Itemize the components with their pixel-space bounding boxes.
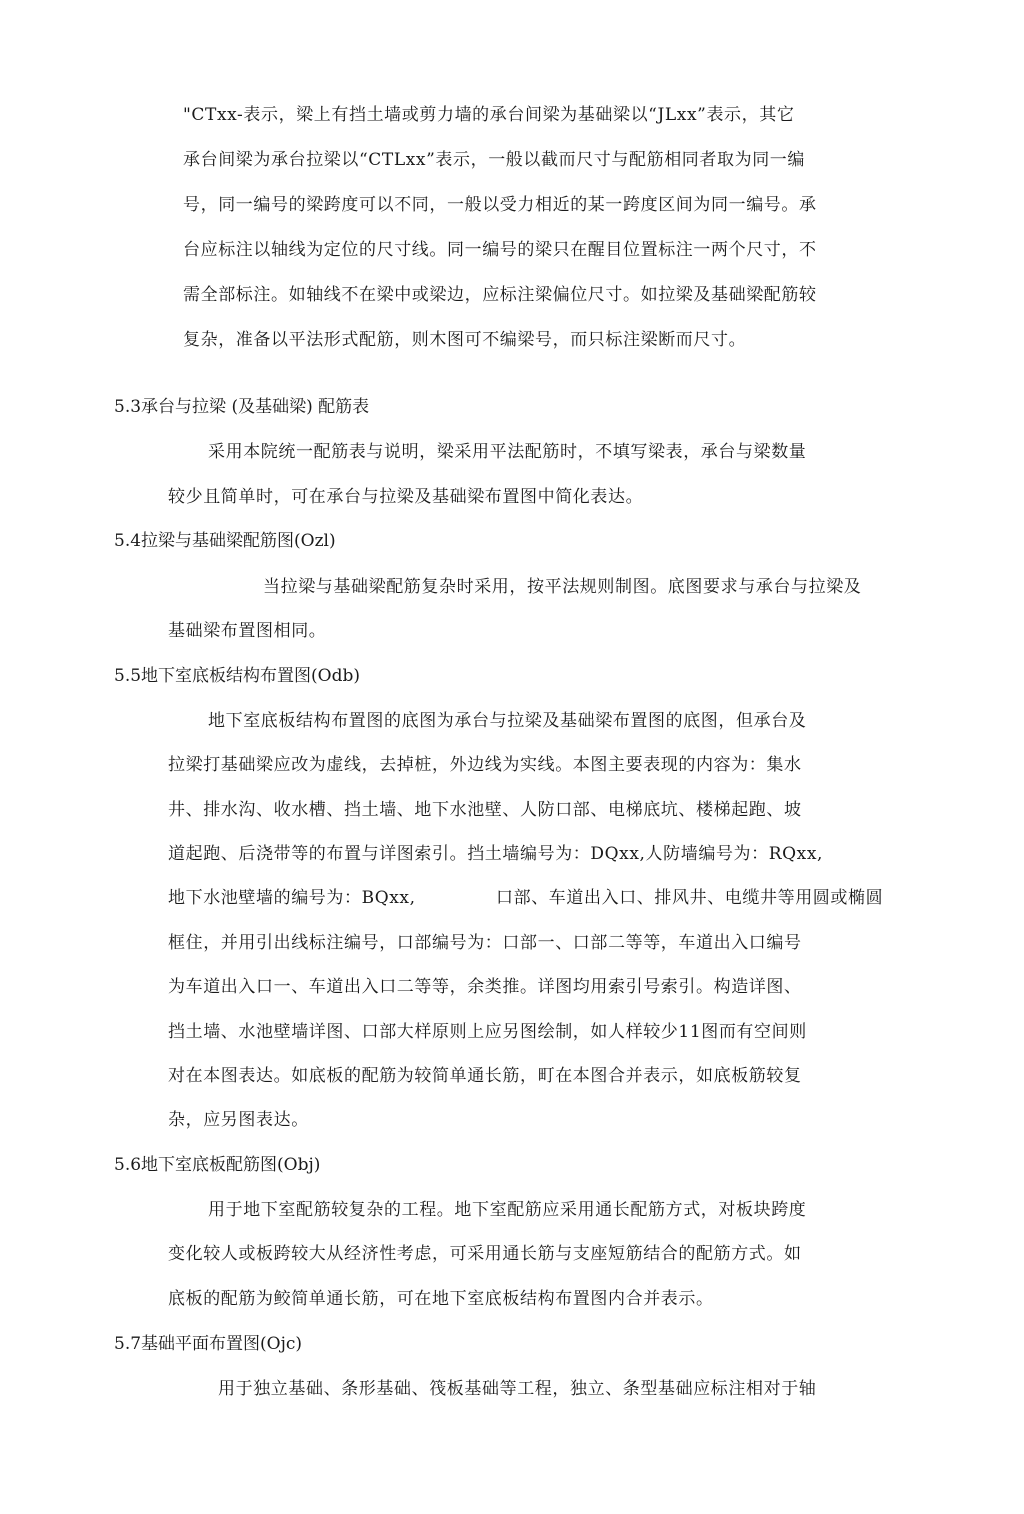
s54-line-2: 基础梁布置图相同。 <box>168 621 327 641</box>
s55-line-8: 挡土墙、水池壁墙详图、口部大样原则上应另图绘制，如人样较少11图而有空间则 <box>168 1022 807 1042</box>
s56-line-2: 变化较人或板跨较大从经济性考虑，可采用通长筋与支座短筋结合的配筋方式。如 <box>168 1244 802 1264</box>
s55-line-9: 对在本图表达。如底板的配筋为较简单通长筋，町在本图合并表示，如底板筋较复 <box>168 1066 802 1086</box>
section-heading-5-4: 5.4拉梁与基础梁配筋图(Ozl) <box>114 531 336 551</box>
s55-line-5a: 地下水池壁墙的编号为：BQxx, <box>168 888 416 908</box>
s55-line-10: 杂，应另图表达。 <box>168 1110 309 1130</box>
intro-line-4: 台应标注以轴线为定位的尺寸线。同一编号的梁只在醒目位置标注一两个尺寸，不 <box>183 240 817 260</box>
intro-line-6: 复杂，准备以平法形式配筋，则木图可不编梁号，而只标注梁断而尺寸。 <box>183 330 747 350</box>
s55-line-1: 地下室底板结构布置图的底图为承台与拉梁及基础梁布置图的底图，但承台及 <box>208 711 807 731</box>
s56-line-1: 用于地下室配筋较复杂的工程。地下室配筋应采用通长配筋方式，对板块跨度 <box>208 1200 807 1220</box>
intro-line-1: "CTxx-表示，梁上有挡土墙或剪力墙的承台间梁为基础梁以“JLxx”表示，其它 <box>183 105 795 125</box>
s55-line-6: 框住，并用引出线标注编号，口部编号为：口部一、口部二等等，车道出入口编号 <box>168 933 802 953</box>
section-heading-5-5: 5.5地下室底板结构布置图(Odb) <box>114 666 361 686</box>
intro-line-2: 承台间梁为承台拉梁以“CTLxx”表示，一般以截而尺寸与配筋相同者取为同一编 <box>183 150 805 170</box>
intro-line-5: 需全部标注。如轴线不在梁中或梁边，应标注梁偏位尺寸。如拉梁及基础梁配筋较 <box>183 285 817 305</box>
s55-line-4: 道起跑、后浇带等的布置与详图索引。挡土墙编号为：DQxx,人防墙编号为：RQxx, <box>168 844 824 864</box>
intro-line-3: 号，同一编号的梁跨度可以不同，一般以受力相近的某一跨度区间为同一编号。承 <box>183 195 817 215</box>
s55-line-3: 井、排水沟、收水槽、挡土墙、地下水池壁、人防口部、电梯底坑、楼梯起跑、坡 <box>168 800 802 820</box>
s56-line-3: 底板的配筋为鲛简单通长筋，可在地下室底板结构布置图内合并表示。 <box>168 1289 714 1309</box>
s55-line-2: 拉梁打基础梁应改为虚线，去掉桩，外边线为实线。本图主要表现的内容为：集水 <box>168 755 802 775</box>
s54-line-1: 当拉梁与基础梁配筋复杂时采用，按平法规则制图。底图要求与承台与拉梁及 <box>263 577 862 597</box>
s55-line-7: 为车道出入口一、车道出入口二等等，余类推。详图均用索引号索引。构造详图、 <box>168 977 802 997</box>
section-heading-5-3: 5.3承台与拉梁 (及基础梁) 配筋表 <box>114 397 370 417</box>
section-heading-5-7: 5.7基础平面布置图(Ojc) <box>114 1334 303 1354</box>
s53-line-2: 较少且简单时，可在承台与拉梁及基础梁布置图中简化表达。 <box>168 487 644 507</box>
s57-line-1: 用于独立基础、条形基础、筏板基础等工程，独立、条型基础应标注相对于轴 <box>218 1379 817 1399</box>
section-heading-5-6: 5.6地下室底板配筋图(Obj) <box>114 1155 321 1175</box>
s53-line-1: 采用本院统一配筋表与说明，梁采用平法配筋时，不填写梁表，承台与梁数量 <box>208 442 807 462</box>
s55-line-5b: 口部、车道出入口、排风井、电缆井等用圆或椭圆 <box>496 888 884 908</box>
